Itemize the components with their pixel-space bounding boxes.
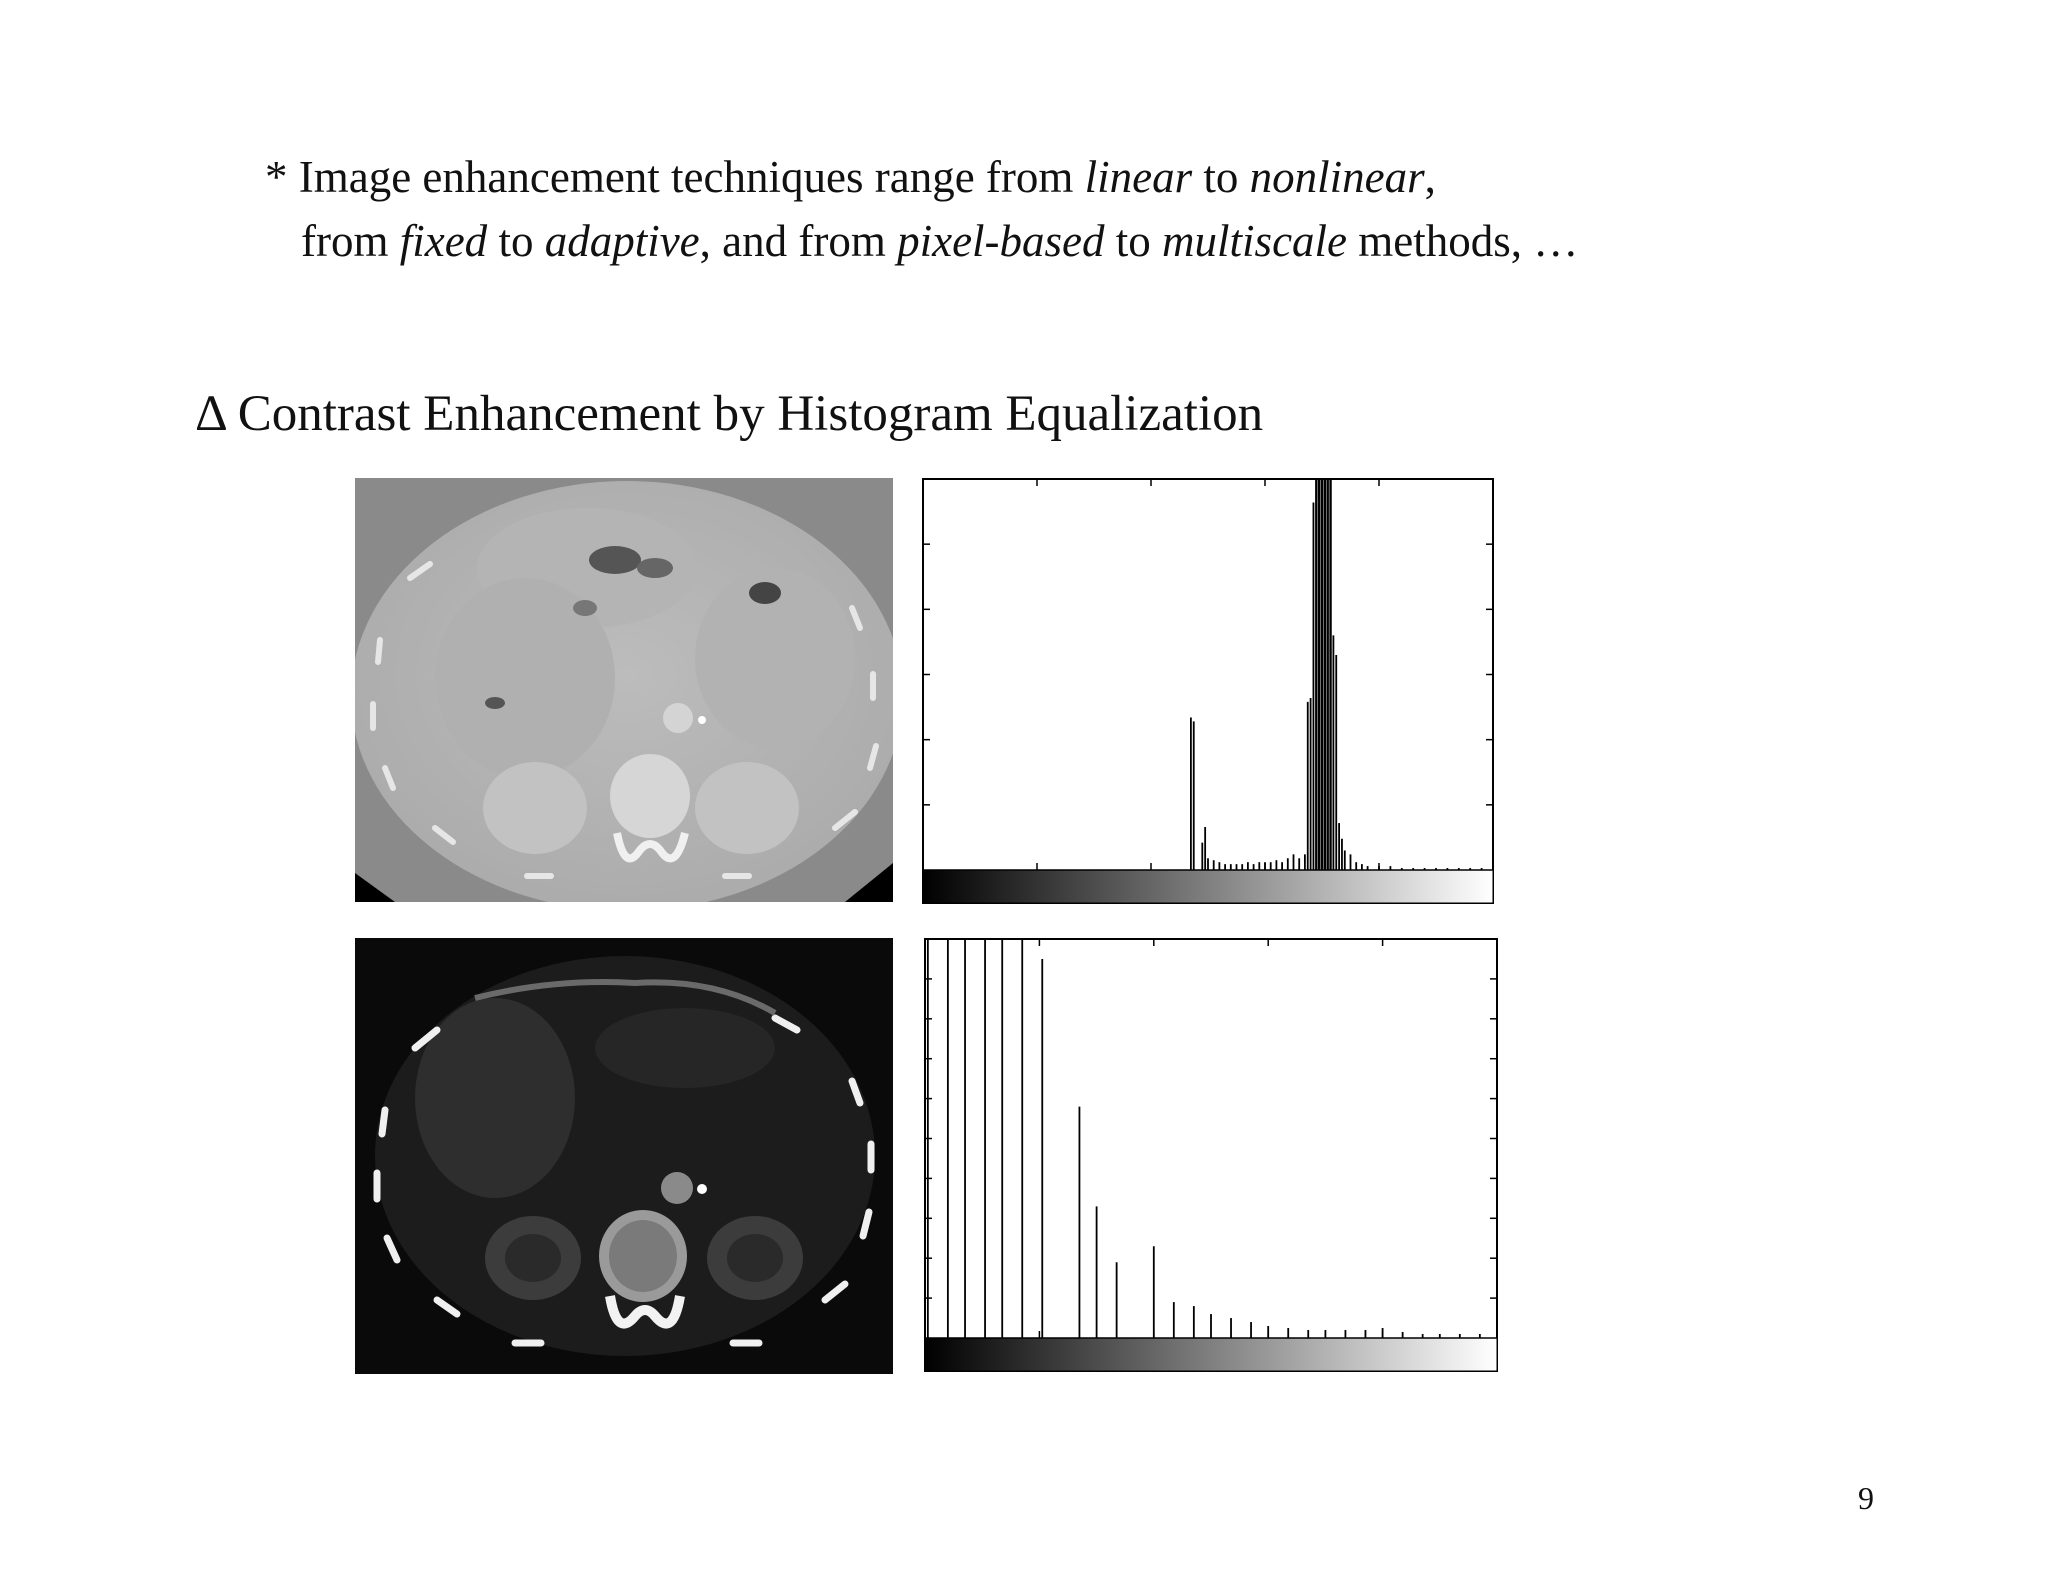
bullet-line-1-segment: nonlinear [1249,152,1425,202]
bullet-line-2-segment: methods, … [1347,216,1579,266]
histogram-frame [925,939,1497,1371]
original-ct-image [355,478,893,902]
bullet-line-2 [265,209,1765,273]
bullet-text [265,145,1765,273]
section-heading: Δ Contrast Enhancement by Histogram Equalization [195,386,1264,442]
equalized-ct-image [355,938,893,1374]
histogram-frame [923,479,1493,903]
bullet-line-2-segment: multiscale [1162,216,1348,266]
grayscale-colorbar [925,1338,1497,1371]
equalized-histogram [924,938,1498,1372]
bullet-line-2-segment: , and from [699,216,898,266]
bullet-line-2-segment: adaptive [544,216,700,266]
original-histogram [922,478,1494,904]
bullet-line-2-segment: from [301,216,400,266]
bullet-line-2-segment: pixel-based [897,216,1105,266]
bullet-marker: * [265,152,288,202]
bullet-line-1-segment: linear [1084,152,1193,202]
grayscale-colorbar [923,870,1493,903]
bullet-line-1-segment: , [1424,152,1436,202]
bullet-line-1 [265,145,1765,209]
bullet-line-1-segment: to [1192,152,1250,202]
bullet-line-1-segment: Image enhancement techniques range from [298,152,1085,202]
bullet-line-2-segment: fixed [399,216,488,266]
bullet-line-2-segment: to [487,216,545,266]
page-number: 9 [1858,1480,1874,1516]
bullet-line-2-segment: to [1104,216,1163,266]
